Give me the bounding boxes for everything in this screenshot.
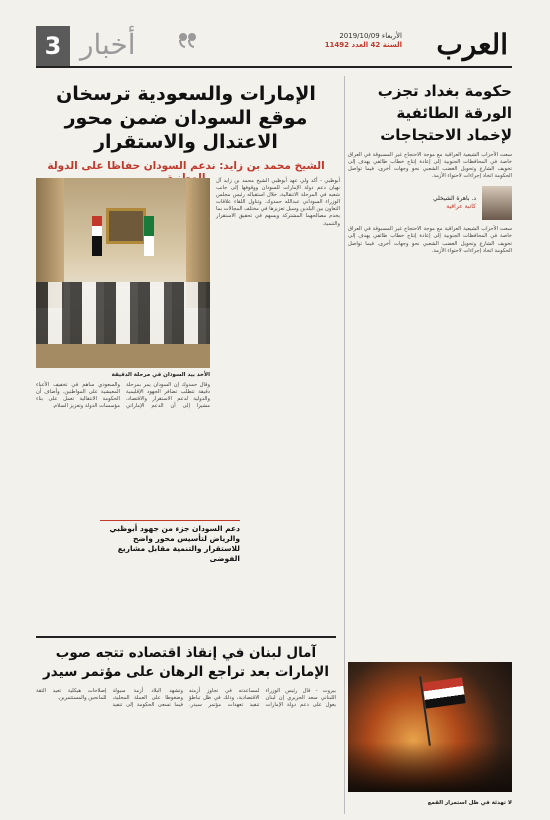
delegates-group xyxy=(36,282,210,346)
second-story-title: آمال لبنان في إنقاذ اقتصاده تتجه صوب الإمارات بعد تراجع الرهان على مؤتمر سيدر xyxy=(43,645,329,680)
section-title: أخبار xyxy=(80,28,136,61)
meeting-photo-caption: الأخذ بيد السودان في مرحلة الدقيقة xyxy=(111,372,210,378)
second-story-body: بيروت - قال رئيس الوزراء اللبناني سعد الحريري إن لبنان يعول على دعم دولة الإمارات لمساعدته في تجاوز أزمته الاقتصادية، وذلك في ظل تباطؤ تنفيذ تعهدات مؤتمر سيدر. وتشهد البلاد أزمة سيولة وضغوطا على العملة المحلية، فيما تسعى الحكومة إلى تنفيذ إصلاحات هيكلية تعيد الثقة للمانحين والمستثمرين. xyxy=(36,688,336,709)
main-story-columns: وقال حمدوك إن السودان يمر بمرحلة دقيقة تتطلب تضافر الجهود الإقليمية والدولية لدعم الاستقرار والاقتصاد، مشيرا إلى أن الدعم الإماراتي والسعودي ساهم في تخفيف الأعباء المعيشية على المواطنين. وأضاف أن الحكومة الانتقالية تعمل على بناء مؤسسات الدولة وتعزيز السلام. xyxy=(36,382,210,410)
right-column-story xyxy=(348,76,512,814)
author-role: كاتبة عراقية xyxy=(446,203,476,211)
main-headline xyxy=(36,82,336,184)
author-name: د. باهرة الشيخلي xyxy=(432,195,476,203)
sudan-flag-icon xyxy=(92,216,102,256)
dateline xyxy=(325,32,402,50)
protest-photo-caption: لا تهدئة في ظل استمرار القمع xyxy=(427,800,512,806)
page-number: 3 xyxy=(36,26,70,66)
main-story-title: الإمارات والسعودية ترسخان موقع السودان ضمن محور الاعتدال والاستقرار xyxy=(56,83,316,153)
main-story-subtitle: الشيخ محمد بن زايد: ندعم السودان حفاظا على الدولة xyxy=(47,160,325,172)
issue-text: السنة 42 العدد 11492 xyxy=(324,41,402,49)
protest-photo xyxy=(348,662,512,792)
right-story-body-continued: سعت الأحزاب الشيعية العراقية مع موجة الاحتجاج غير المسبوقة في العراق خاصة في المحافظات الجنوبية إلى إعادة إنتاج خطاب طائفي يهدف إلى تخويف الشارع وتحويل الغضب الشعبي نحو وجهات أخرى، فيما تواصل الحكومة اتخاذ إجراءات لاحتواء الأزمة. xyxy=(348,226,512,254)
pull-quote: دعم السودان جزء من جهود أبوظبي والرياض لتأسيس محور واضح للاستقرار والتنمية مقابل مشاريع الفوضى xyxy=(100,520,240,564)
right-story-title: حكومة بغداد تجزب الورقة الطائفية لإخماد الاحتجاجات xyxy=(377,82,512,144)
portrait-frame xyxy=(106,208,146,244)
author-photo xyxy=(482,186,512,220)
right-story-body: سعت الأحزاب الشيعية العراقية مع موجة الاحتجاج غير المسبوقة في العراق خاصة في المحافظات الجنوبية إلى إعادة إنتاج خطاب طائفي يهدف إلى تخويف الشارع وتحويل الغضب الشعبي نحو وجهات أخرى، فيما تواصل الحكومة اتخاذ إجراءات لاحتواء الأزمة. xyxy=(348,152,512,180)
main-story-lead: أبوظبي - أكد ولي عهد أبوظبي الشيخ محمد بن زايد آل نهيان دعم دولة الإمارات للسودان ووقوفها إلى جانب شعبه في المرحلة الانتقالية، خلال استقباله رئيس مجلس الوزراء السوداني عبدالله حمدوك. وتناول اللقاء علاقات التعاون بين البلدين وسبل تعزيزها في مختلف المجالات بما يخدم مصالحهما المشتركة ويسهم في تحقيق الاستقرار والتنمية. xyxy=(216,178,340,227)
byline xyxy=(348,186,512,220)
column-divider xyxy=(344,76,345,814)
quote-marks-icon xyxy=(178,32,198,48)
masthead xyxy=(36,26,512,68)
iraqi-flag-icon xyxy=(422,677,465,708)
uae-flag-icon xyxy=(144,216,154,256)
date-text: الأربعاء 2019/10/09 xyxy=(339,32,402,40)
newspaper-logo: العرب xyxy=(436,28,508,61)
second-headline xyxy=(36,636,336,682)
meeting-photo xyxy=(36,178,210,368)
